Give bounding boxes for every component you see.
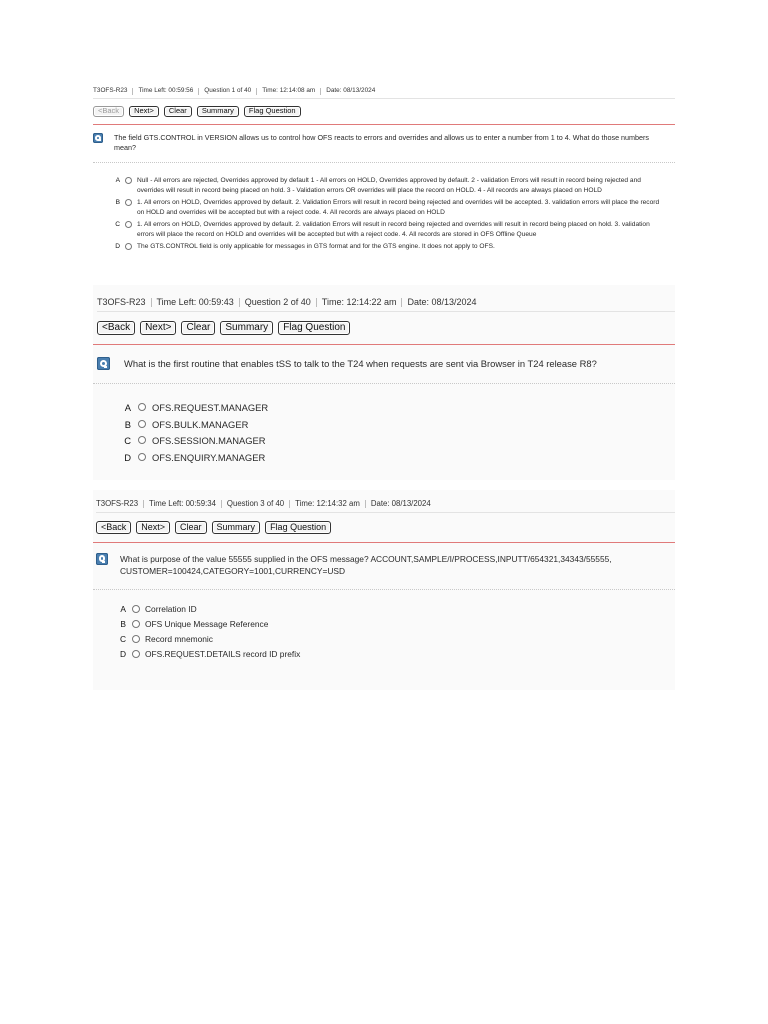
question-panel-1 [93, 80, 675, 285]
question-panel-3 [93, 490, 675, 690]
answer-option-a[interactable] [93, 176, 675, 196]
navigation-toolbar [93, 106, 306, 117]
question-text: What is purpose of the value 55555 supplied in the OFS message? ACCOUNT,SAMPLE/I/PROCESS,INPUTT/654321,34343/55555, CUSTOMER=100424,CATEGORY=1001,CURRENCY=USD [120, 554, 612, 576]
back-button[interactable]: <Back [93, 106, 124, 117]
option-text: 1. All errors on HOLD, Overrides approved by default. 2. validation Errors will result in record being rejected and overrides will result in record being placed on hold. 3. validation errors will place the record on HOLD and overrides will be accepted but with a reject code. 4. All records are stored in OFS Offline Queue [137, 221, 650, 238]
separator [93, 589, 675, 590]
radio-button[interactable] [125, 243, 132, 250]
summary-button[interactable]: Summary [197, 106, 239, 117]
question-row [97, 357, 675, 370]
answer-option-c[interactable] [93, 220, 675, 240]
option-letter: C [119, 634, 126, 644]
current-date: Date: 08/13/2024 [401, 298, 481, 307]
back-button[interactable]: <Back [96, 521, 131, 533]
answer-option-d[interactable] [93, 451, 675, 464]
option-text: Record mnemonic [145, 634, 213, 644]
option-letter: A [120, 604, 126, 614]
answer-option-c[interactable] [93, 633, 675, 645]
radio-button[interactable] [132, 605, 140, 613]
question-text: What is the first routine that enables tSS to talk to the T24 when requests are sent via Browser in T24 release R8? [124, 358, 597, 369]
exam-code: T3OFS-R23 [96, 499, 139, 509]
answer-option-b[interactable] [93, 198, 675, 218]
option-letter: B [115, 199, 120, 206]
separator [93, 383, 675, 384]
status-bar [93, 85, 675, 99]
flag-question-button[interactable]: Flag Question [244, 106, 301, 117]
status-bar [97, 293, 675, 312]
option-letter: C [115, 221, 120, 228]
radio-button[interactable] [125, 221, 132, 228]
option-letter: C [124, 435, 131, 446]
option-text: OFS.BULK.MANAGER [152, 418, 249, 430]
radio-button[interactable] [125, 177, 132, 184]
radio-button[interactable] [138, 420, 146, 428]
question-text: The field GTS.CONTROL in VERSION allows us to control how OFS reacts to errors and overrides and allows us to enter a number from 1 to 4. What do those numbers mean? [114, 133, 650, 152]
question-counter: Question 2 of 40 [239, 298, 316, 307]
answer-options [93, 176, 675, 252]
option-text: OFS.REQUEST.DETAILS record ID prefix [145, 649, 301, 659]
answer-option-b[interactable] [93, 618, 675, 630]
option-letter: D [119, 649, 126, 659]
current-time: Time: 12:14:22 am [316, 298, 402, 307]
answer-option-a[interactable] [93, 401, 675, 414]
summary-button[interactable]: Summary [212, 521, 261, 533]
option-text: 1. All errors on HOLD, Overrides approved by default. 2. Validation Errors will result in record being rejected and overrides will be accepted. 3. validation errors will place the record on HOLD and overrides will be accepted but with a reject code. 4. All records are always placed on HOLD [137, 199, 660, 216]
question-icon [97, 357, 110, 370]
question-row [96, 553, 675, 577]
divider [93, 124, 675, 125]
clear-button[interactable]: Clear [181, 321, 215, 335]
option-text: The GTS.CONTROL field is only applicable for messages in GTS format and for the GTS engine. It does not apply to OFS. [137, 243, 495, 250]
time-left: Time Left: 00:59:34 [143, 500, 221, 508]
option-letter: B [120, 619, 126, 629]
status-bar [96, 496, 675, 513]
option-letter: A [124, 402, 131, 413]
option-text: OFS.REQUEST.MANAGER [152, 402, 269, 413]
option-text: Correlation ID [145, 604, 197, 614]
option-letter: B [124, 418, 131, 430]
option-text: Null - All errors are rejected, Overrides approved by default 1 - All errors on HOLD, Overrides approved by default. 2 - validation Errors will result in record being rejected and overrides will result in record being placed on hold. 3 - Validation errors OR overrides will place the record on HOLD. 4 - All records are always placed on HOLD [137, 177, 641, 194]
flag-question-button[interactable]: Flag Question [265, 521, 331, 533]
answer-options [93, 401, 675, 464]
radio-button[interactable] [138, 453, 146, 461]
question-icon [96, 553, 108, 565]
navigation-toolbar [96, 521, 336, 534]
question-counter: Question 3 of 40 [221, 500, 289, 508]
option-text: OFS.ENQUIRY.MANAGER [152, 451, 266, 463]
answer-option-a[interactable] [93, 603, 675, 615]
radio-button[interactable] [132, 650, 140, 658]
option-text: OFS.SESSION.MANAGER [152, 435, 266, 446]
time-left: Time Left: 00:59:56 [132, 88, 198, 94]
back-button[interactable]: <Back [97, 321, 135, 335]
exam-code: T3OFS-R23 [93, 87, 128, 95]
clear-button[interactable]: Clear [175, 521, 207, 533]
divider [93, 344, 675, 345]
radio-button[interactable] [132, 635, 140, 643]
answer-option-d[interactable] [93, 648, 675, 660]
answer-option-b[interactable] [93, 418, 675, 431]
summary-button[interactable]: Summary [220, 321, 273, 335]
question-counter: Question 1 of 40 [198, 88, 256, 94]
radio-button[interactable] [138, 403, 146, 411]
answer-option-d[interactable] [93, 242, 675, 252]
separator [93, 162, 675, 163]
option-letter: A [115, 177, 120, 184]
clear-button[interactable]: Clear [164, 106, 192, 117]
option-text: OFS Unique Message Reference [145, 619, 269, 629]
radio-button[interactable] [138, 436, 146, 444]
next-button[interactable]: Next> [136, 521, 170, 533]
radio-button[interactable] [132, 620, 140, 628]
question-icon [93, 133, 103, 143]
question-panel-2 [93, 285, 675, 480]
next-button[interactable]: Next> [140, 321, 176, 335]
navigation-toolbar [97, 321, 355, 335]
question-row [93, 133, 675, 153]
answer-options [93, 603, 675, 660]
exam-code: T3OFS-R23 [97, 296, 146, 307]
next-button[interactable]: Next> [129, 106, 159, 117]
current-time: Time: 12:14:32 am [289, 500, 365, 508]
time-left: Time Left: 00:59:43 [151, 298, 239, 307]
answer-option-c[interactable] [93, 434, 675, 447]
current-date: Date: 08/13/2024 [365, 500, 436, 508]
divider [93, 542, 675, 543]
current-time: Time: 12:14:08 am [256, 88, 320, 94]
current-date: Date: 08/13/2024 [320, 88, 380, 94]
option-letter: D [124, 451, 131, 463]
radio-button[interactable] [125, 199, 132, 206]
flag-question-button[interactable]: Flag Question [278, 321, 350, 335]
option-letter: D [115, 243, 120, 250]
